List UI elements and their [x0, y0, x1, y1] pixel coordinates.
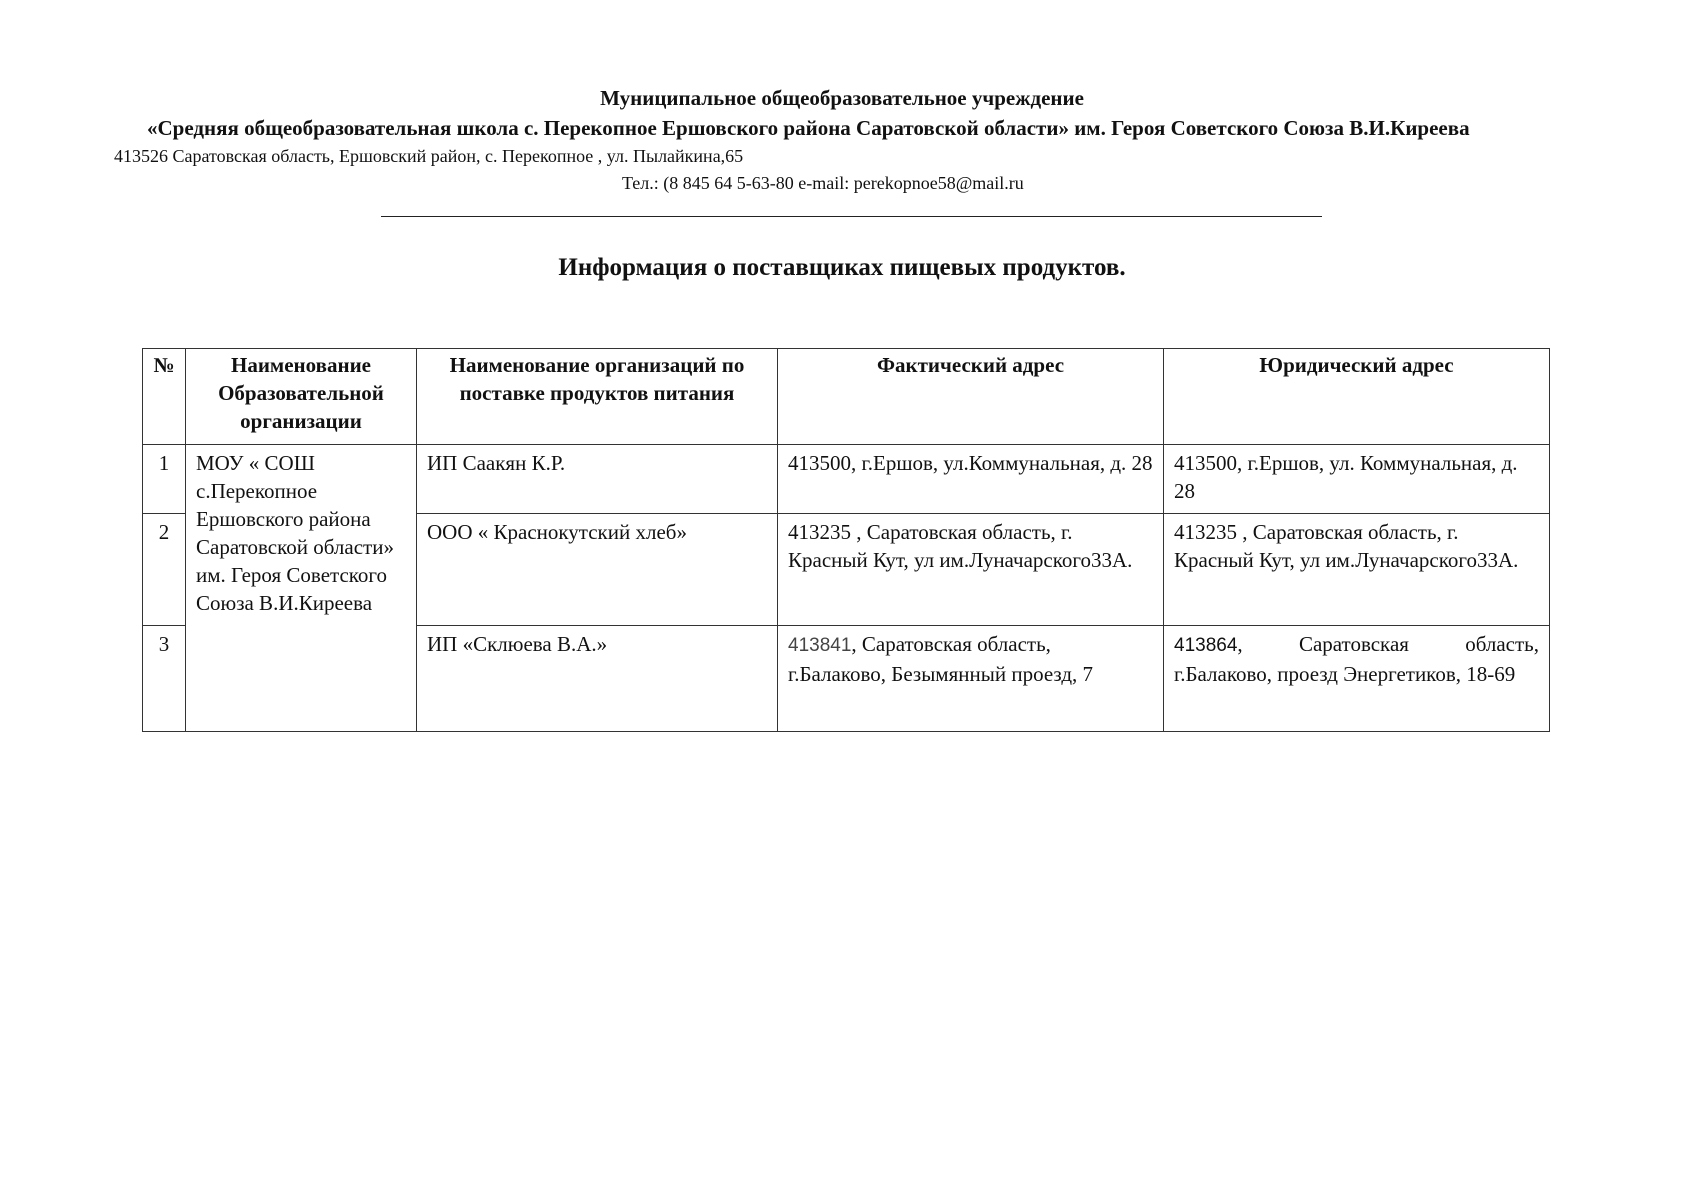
header-org: Наименование Образовательной организации [186, 349, 417, 445]
header-actual-address: Фактический адрес [778, 349, 1164, 445]
header-num: № [143, 349, 186, 445]
header-school-name: «Средняя общеобразовательная школа с. Перекопное Ершовского района Саратовской области» им. Героя Советского Союза В.И.Киреева [147, 116, 1470, 140]
suppliers-table [142, 348, 1550, 732]
page-title: Информация о поставщиках пищевых продуктов. [558, 254, 1126, 281]
header-divider [381, 216, 1322, 217]
supplier-name: ИП Саакян К.Р. [417, 445, 778, 514]
header-legal-address: Юридический адрес [1164, 349, 1550, 445]
actual-address [778, 626, 1164, 732]
legal-zip: 413864 [1174, 635, 1238, 656]
legal-address-rest: , Саратовская область, г.Балаково, проезд Энергетиков, 18-69 [1174, 632, 1539, 686]
supplier-name: ООО « Краснокутский хлеб» [417, 514, 778, 626]
row-num: 3 [143, 626, 186, 732]
school-name-cell: МОУ « СОШ с.Перекопное Ершовского района Саратовской области» им. Героя Советского Союза В.И.Киреева [186, 445, 417, 732]
legal-address [1164, 626, 1550, 732]
row-num: 2 [143, 514, 186, 626]
header-supplier: Наименование организаций по поставке продуктов питания [417, 349, 778, 445]
table-header-row [143, 349, 1550, 445]
actual-address: 413500, г.Ершов, ул.Коммунальная, д. 28 [778, 445, 1164, 514]
row-num: 1 [143, 445, 186, 514]
legal-address: 413500, г.Ершов, ул. Коммунальная, д. 28 [1164, 445, 1550, 514]
legal-address: 413235 , Саратовская область, г. Красный Кут, ул им.Луначарского33А. [1164, 514, 1550, 626]
header-institution-type: Муниципальное общеобразовательное учреждение [600, 86, 1084, 110]
actual-zip: 413841 [788, 635, 852, 656]
supplier-name: ИП «Склюева В.А.» [417, 626, 778, 732]
table-row [143, 445, 1550, 514]
header-address: 413526 Саратовская область, Ершовский район, с. Перекопное , ул. Пылайкина,65 [114, 146, 744, 166]
actual-address-rest: , Саратовская область, г.Балаково, Безымянный проезд, 7 [788, 632, 1094, 686]
actual-address: 413235 , Саратовская область, г. Красный Кут, ул им.Луначарского33А. [778, 514, 1164, 626]
header-contacts: Тел.: (8 845 64 5-63-80 e-mail: perekopnoe58@mail.ru [622, 173, 1024, 193]
